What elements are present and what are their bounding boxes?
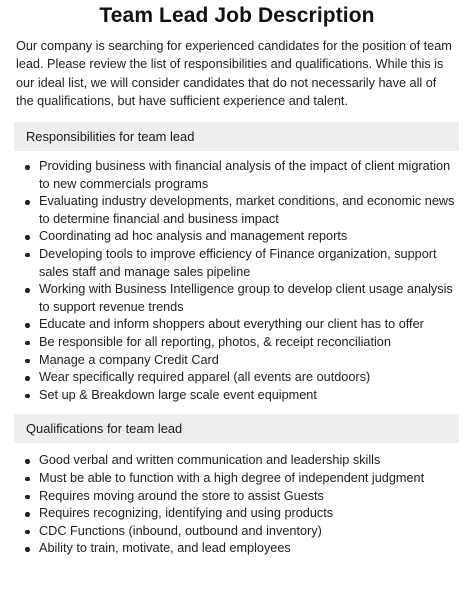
- qualifications-list: [16, 452, 458, 558]
- qualifications-heading: Qualifications for team lead: [14, 414, 459, 443]
- list-item: CDC Functions (inbound, outbound and inventory): [25, 523, 458, 541]
- list-item: Requires moving around the store to assist Guests: [25, 488, 458, 506]
- list-item: Educate and inform shoppers about everything our client has to offer: [25, 316, 458, 334]
- bullet-icon: [25, 376, 30, 381]
- bullet-icon: [25, 200, 30, 205]
- list-item: Be responsible for all reporting, photos, & receipt reconciliation: [25, 334, 458, 352]
- bullet-icon: [25, 235, 30, 240]
- list-item: Requires recognizing, identifying and using products: [25, 505, 458, 523]
- bullet-icon: [25, 359, 30, 364]
- responsibilities-heading: Responsibilities for team lead: [14, 122, 459, 151]
- bullet-icon: [25, 341, 30, 346]
- bullet-icon: [25, 530, 30, 535]
- bullet-icon: [25, 459, 30, 464]
- list-item: Wear specifically required apparel (all events are outdoors): [25, 369, 458, 387]
- list-item: Must be able to function with a high degree of independent judgment: [25, 470, 458, 488]
- list-item: Good verbal and written communication and leadership skills: [25, 452, 458, 470]
- list-item: Ability to train, motivate, and lead employees: [25, 540, 458, 558]
- bullet-icon: [25, 477, 30, 482]
- page-title: Team Lead Job Description: [99, 4, 375, 27]
- list-item: Developing tools to improve efficiency of Finance organization, support sales staff and manage sales pipeline: [25, 246, 458, 281]
- list-item: Coordinating ad hoc analysis and management reports: [25, 228, 458, 246]
- responsibilities-list: [16, 158, 458, 404]
- bullet-icon: [25, 512, 30, 517]
- bullet-icon: [25, 323, 30, 328]
- bullet-icon: [25, 495, 30, 500]
- bullet-icon: [25, 253, 30, 258]
- bullet-icon: [25, 394, 30, 399]
- list-item: Evaluating industry developments, market conditions, and economic news to determine financial and business impact: [25, 193, 458, 228]
- list-item: Set up & Breakdown large scale event equipment: [25, 387, 458, 405]
- bullet-icon: [25, 288, 30, 293]
- list-item: Manage a company Credit Card: [25, 352, 458, 370]
- intro-paragraph: Our company is searching for experienced candidates for the position of team lead. Please review the list of responsibilities and qualifications. While this is our ideal list, we will consider candidates that do not necessarily have all of the qualifications, but have sufficient experience and talent.: [16, 39, 452, 109]
- list-item: Providing business with financial analysis of the impact of client migration to new commercials programs: [25, 158, 458, 193]
- bullet-icon: [25, 165, 30, 170]
- bullet-icon: [25, 547, 30, 552]
- list-item: Working with Business Intelligence group to develop client usage analysis to support revenue trends: [25, 281, 458, 316]
